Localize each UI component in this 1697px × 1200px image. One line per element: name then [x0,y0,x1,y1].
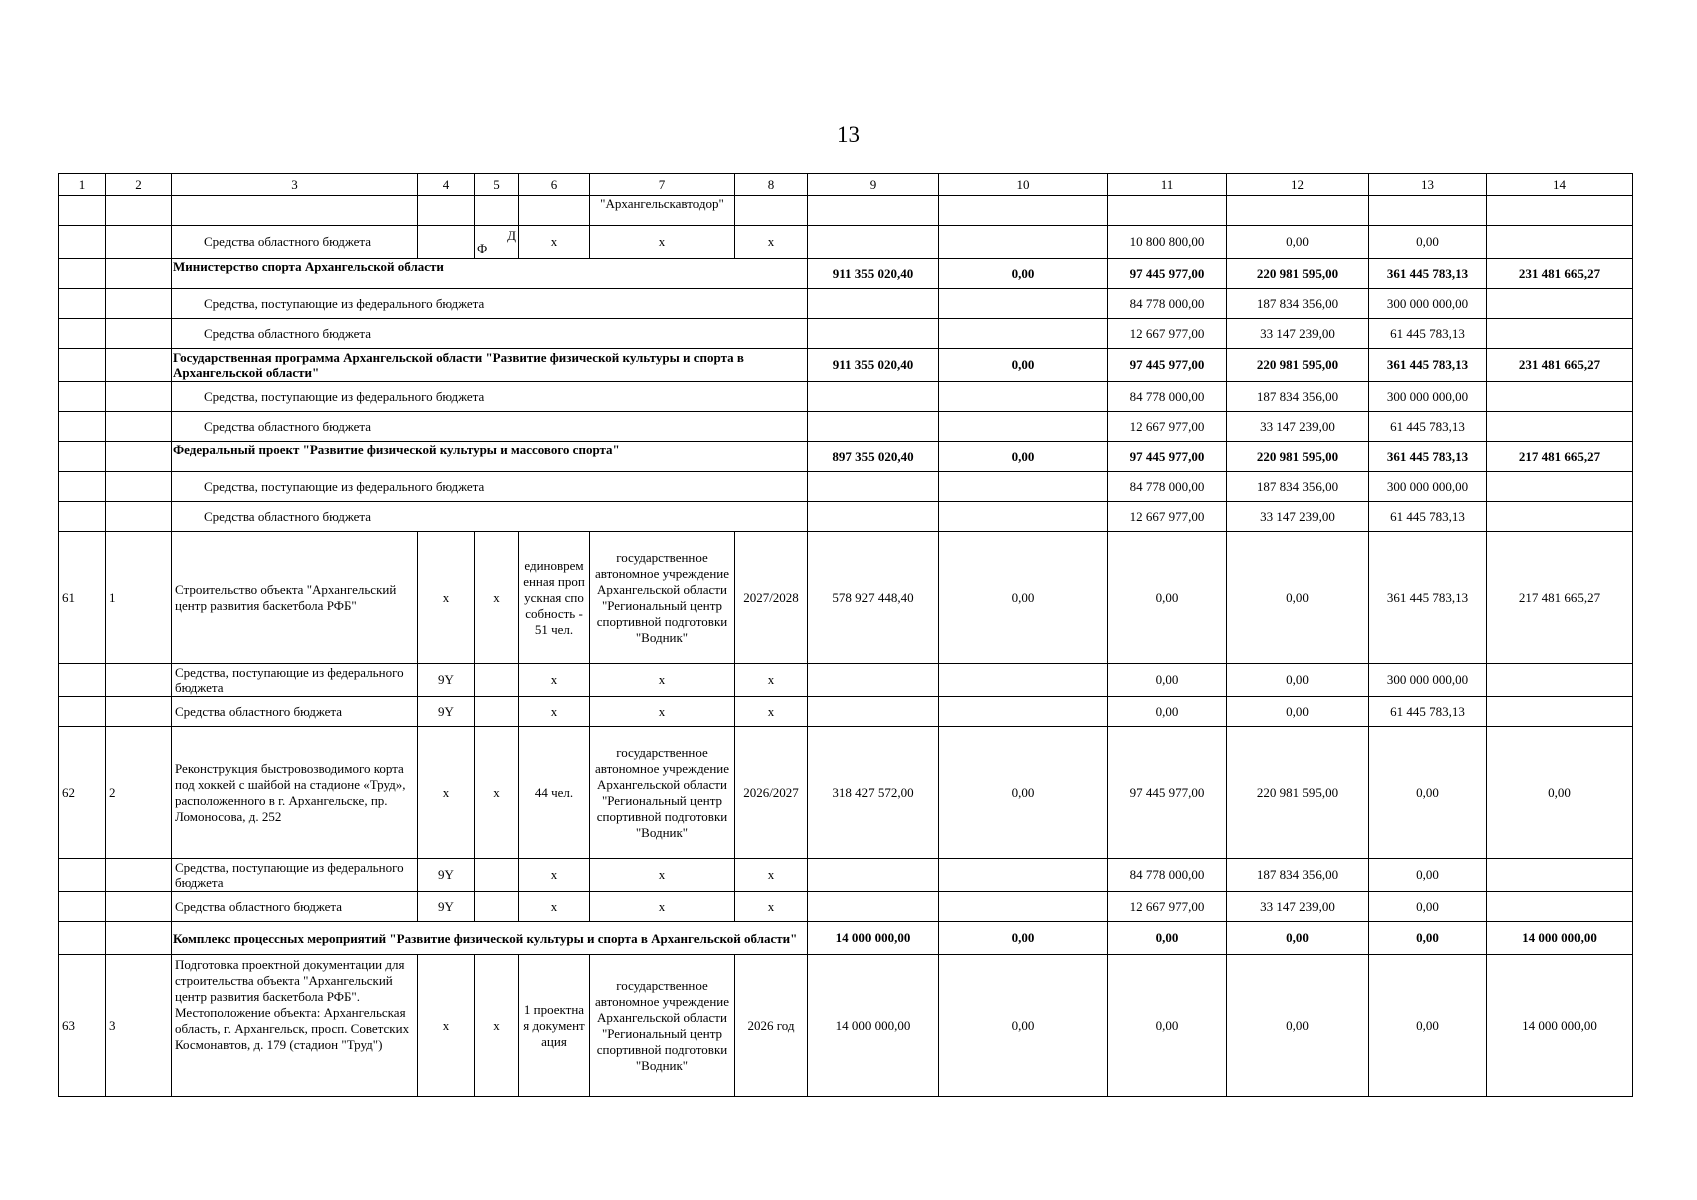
value-cell: 231 481 665,27 [1487,259,1633,289]
section-row [59,442,1633,472]
cell: x [519,892,590,922]
value-cell: 300 000 000,00 [1369,382,1487,412]
cell: x [735,664,808,697]
object-name: Подготовка проектной документации для строительства объекта "Архангельский центр развития баскетбола РФБ". Местоположение объекта: Архангельская область, г. Архангельск, просп. Советских Космонавтов, д. 179 (стадион "Труд") [172,955,418,1097]
value-cell: 0,00 [1108,922,1227,955]
value-cell: 0,00 [1227,697,1369,727]
header-cell: 13 [1369,174,1487,196]
executor-cell: "Архангельскавтодор" [590,196,735,226]
value-cell: 0,00 [1487,727,1633,859]
row-label: Средства областного бюджета [172,697,418,727]
row-label: Средства областного бюджета [172,502,808,532]
header-cell: 5 [475,174,519,196]
period-cell: 2026/2027 [735,727,808,859]
value-cell: 0,00 [1227,664,1369,697]
period-cell: 2027/2028 [735,532,808,664]
object-name: Реконструкция быстровозводимого корта под хоккей с шайбой на стадионе «Труд», расположенного в г. Архангельске, пр. Ломоносова, д. 252 [172,727,418,859]
code-cell: 9Y [418,892,475,922]
executor-cell: государственное автономное учреждение Архангельской области "Региональный центр спортивной подготовки "Водник" [590,727,735,859]
value-cell: 97 445 977,00 [1108,259,1227,289]
table-row [59,319,1633,349]
value-cell: 12 667 977,00 [1108,319,1227,349]
cell: x [735,892,808,922]
value-cell: 12 667 977,00 [1108,502,1227,532]
cell: x [735,859,808,892]
value-cell: 84 778 000,00 [1108,859,1227,892]
row-label: Средства областного бюджета [172,226,418,259]
header-cell: 4 [418,174,475,196]
value-cell: 33 147 239,00 [1227,892,1369,922]
value-cell: 300 000 000,00 [1369,289,1487,319]
cell: x [418,532,475,664]
value-cell: 318 427 572,00 [808,727,939,859]
value-cell: 0,00 [1369,892,1487,922]
value-cell: 0,00 [1369,859,1487,892]
executor-cell: государственное автономное учреждение Архангельской области "Региональный центр спортивной подготовки "Водник" [590,955,735,1097]
value-cell: 220 981 595,00 [1227,349,1369,382]
value-cell: 578 927 448,40 [808,532,939,664]
value-cell: 0,00 [939,532,1108,664]
cell: x [519,226,590,259]
section-row [59,259,1633,289]
value-cell: 0,00 [939,442,1108,472]
page-number: 13 [837,122,860,147]
value-cell: 187 834 356,00 [1227,382,1369,412]
value-cell: 97 445 977,00 [1108,727,1227,859]
executor-cell: государственное автономное учреждение Архангельской области "Региональный центр спортивной подготовки "Водник" [590,532,735,664]
row-label: Средства, поступающие из федерального бюджета [172,289,808,319]
header-cell: 14 [1487,174,1633,196]
value-cell: 361 445 783,13 [1369,349,1487,382]
row-label: Средства, поступающие из федерального бюджета [172,382,808,412]
value-cell: 0,00 [939,349,1108,382]
value-cell: 220 981 595,00 [1227,259,1369,289]
cell: x [475,955,519,1097]
cell: x [735,226,808,259]
table-row [59,859,1633,892]
object-row [59,955,1633,1097]
section-title: Государственная программа Архангельской области "Развитие физической культуры и спорта в Архангельской области" [172,349,808,382]
value-cell: 361 445 783,13 [1369,532,1487,664]
value-cell: 0,00 [1227,955,1369,1097]
value-cell: 61 445 783,13 [1369,502,1487,532]
cell: x [590,697,735,727]
value-cell: 84 778 000,00 [1108,382,1227,412]
value-cell: 61 445 783,13 [1369,412,1487,442]
value-cell: 33 147 239,00 [1227,412,1369,442]
value-cell: 14 000 000,00 [1487,955,1633,1097]
header-cell: 11 [1108,174,1227,196]
value-cell: 217 481 665,27 [1487,532,1633,664]
cell: x [519,859,590,892]
value-cell: 33 147 239,00 [1227,502,1369,532]
object-name: Строительство объекта "Архангельский центр развития баскетбола РФБ" [172,532,418,664]
value-cell: 61 445 783,13 [1369,319,1487,349]
value-cell: 12 667 977,00 [1108,892,1227,922]
value-cell: 84 778 000,00 [1108,289,1227,319]
cell: x [475,727,519,859]
value-cell: 0,00 [1369,226,1487,259]
value-cell: 897 355 020,40 [808,442,939,472]
value-cell: 14 000 000,00 [808,922,939,955]
value-cell: 84 778 000,00 [1108,472,1227,502]
table-row [59,289,1633,319]
value-cell: 220 981 595,00 [1227,442,1369,472]
code-cell: 9Y [418,664,475,697]
table-row [59,502,1633,532]
table-row [59,226,1633,259]
header-cell: 8 [735,174,808,196]
row-number: 63 [59,955,106,1097]
row-label: Средства, поступающие из федерального бюджета [172,859,418,892]
header-cell: 12 [1227,174,1369,196]
table-row [59,196,1633,226]
value-cell: 0,00 [1369,955,1487,1097]
cell: x [735,697,808,727]
capacity-cell: 1 проектная документация [519,955,590,1097]
row-label: Средства областного бюджета [172,412,808,442]
row-label: Средства, поступающие из федерального бюджета [172,664,418,697]
row-subnumber: 3 [106,955,172,1097]
value-cell: 361 445 783,13 [1369,442,1487,472]
header-cell: 2 [106,174,172,196]
value-cell: 0,00 [1227,226,1369,259]
value-cell: 97 445 977,00 [1108,442,1227,472]
value-cell: 911 355 020,40 [808,349,939,382]
value-cell: 300 000 000,00 [1369,664,1487,697]
column-number-row [59,174,1633,196]
value-cell: 0,00 [1369,922,1487,955]
cell: x [590,664,735,697]
value-cell: 0,00 [1369,727,1487,859]
object-row [59,727,1633,859]
value-cell: 14 000 000,00 [808,955,939,1097]
table-row [59,472,1633,502]
value-cell: 361 445 783,13 [1369,259,1487,289]
value-cell: 0,00 [1108,697,1227,727]
header-cell: 9 [808,174,939,196]
value-cell: 0,00 [1108,955,1227,1097]
row-label: Средства областного бюджета [172,892,418,922]
header-cell: 10 [939,174,1108,196]
value-cell: 0,00 [1108,532,1227,664]
cell: x [519,697,590,727]
value-cell: 187 834 356,00 [1227,289,1369,319]
table-row [59,664,1633,697]
value-cell: 0,00 [939,259,1108,289]
value-cell: 231 481 665,27 [1487,349,1633,382]
cell: x [519,664,590,697]
value-cell: 0,00 [939,955,1108,1097]
value-cell: 33 147 239,00 [1227,319,1369,349]
table-row [59,892,1633,922]
cell: x [590,226,735,259]
value-cell: 0,00 [1227,532,1369,664]
row-number: 61 [59,532,106,664]
value-cell: 217 481 665,27 [1487,442,1633,472]
section-row [59,922,1633,955]
cell: x [418,955,475,1097]
section-title: Министерство спорта Архангельской области [172,259,808,289]
cell: x [590,892,735,922]
section-title: Федеральный проект "Развитие физической культуры и массового спорта" [172,442,808,472]
code-cell: 9Y [418,859,475,892]
table-row [59,697,1633,727]
row-label: Средства, поступающие из федерального бюджета [172,472,808,502]
budget-table [58,173,1633,1097]
value-cell: 187 834 356,00 [1227,472,1369,502]
value-cell: 0,00 [939,727,1108,859]
header-cell: 1 [59,174,106,196]
value-cell: 61 445 783,13 [1369,697,1487,727]
section-title: Комплекс процессных мероприятий "Развитие физической культуры и спорта в Архангельской области" [172,922,808,955]
value-cell: 12 667 977,00 [1108,412,1227,442]
value-cell: 300 000 000,00 [1369,472,1487,502]
value-cell: 0,00 [939,922,1108,955]
cell: x [590,859,735,892]
header-cell: 6 [519,174,590,196]
value-cell: 97 445 977,00 [1108,349,1227,382]
cell: x [418,727,475,859]
value-cell: 0,00 [1108,664,1227,697]
object-row [59,532,1633,664]
row-subnumber: 2 [106,727,172,859]
row-label: Средства областного бюджета [172,319,808,349]
code-cell: Д Ф [475,226,519,259]
section-row [59,349,1633,382]
row-subnumber: 1 [106,532,172,664]
table-row [59,382,1633,412]
header-cell: 3 [172,174,418,196]
value-cell: 10 800 800,00 [1108,226,1227,259]
cell: x [475,532,519,664]
value-cell: 14 000 000,00 [1487,922,1633,955]
value-cell: 220 981 595,00 [1227,727,1369,859]
table-row [59,412,1633,442]
period-cell: 2026 год [735,955,808,1097]
row-number: 62 [59,727,106,859]
value-cell: 187 834 356,00 [1227,859,1369,892]
capacity-cell: единовременная пропускная способность - 51 чел. [519,532,590,664]
value-cell: 0,00 [1227,922,1369,955]
header-cell: 7 [590,174,735,196]
code-cell: 9Y [418,697,475,727]
value-cell: 911 355 020,40 [808,259,939,289]
capacity-cell: 44 чел. [519,727,590,859]
